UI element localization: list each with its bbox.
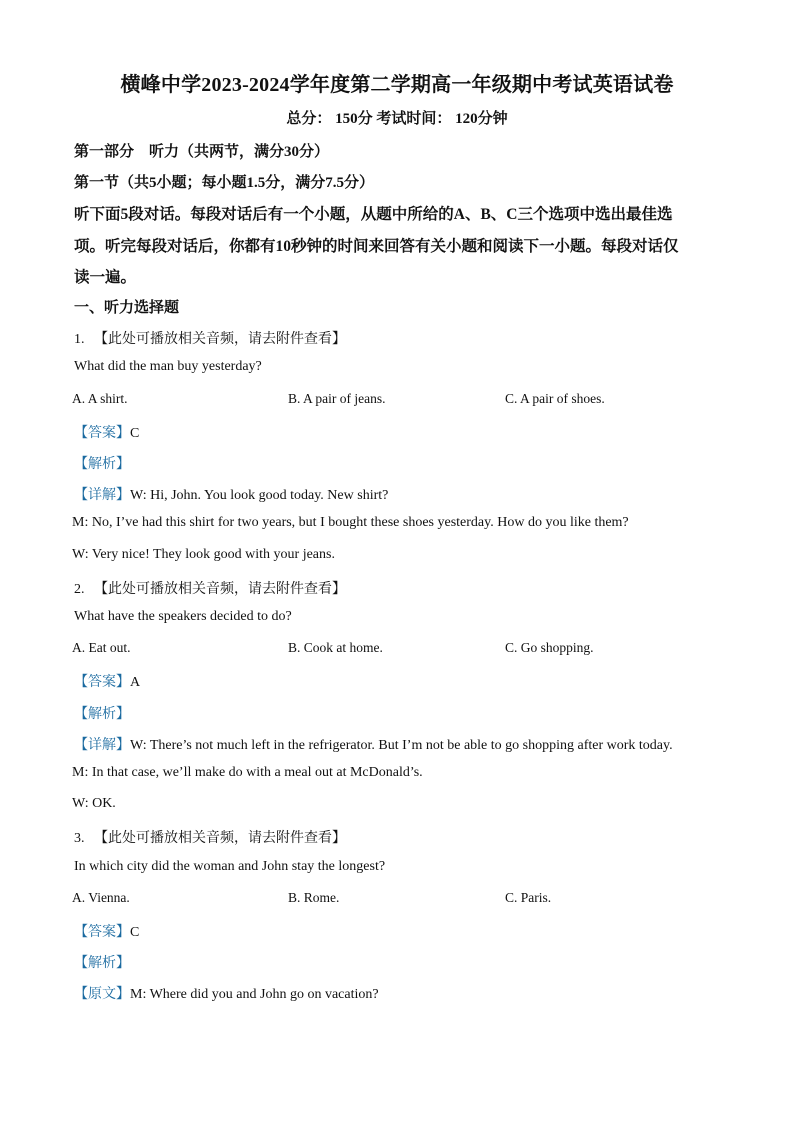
dialogue-line: M: No, I’ve had this shirt for two years, but I bought these shoes yesterday. How do you like them? (72, 515, 629, 530)
question-header (74, 328, 346, 348)
detail-label: 【详解】 (74, 488, 130, 503)
part-heading: 第一部分 听力（共两节，满分30分） (74, 144, 330, 160)
audio-note: 【此处可播放相关音频，请去附件查看】 (94, 332, 346, 347)
option-b: B. A pair of jeans. (288, 391, 386, 406)
question-header (74, 578, 346, 598)
analysis-line (74, 453, 130, 473)
question-number: 1. (74, 332, 85, 347)
analysis-line (74, 952, 130, 972)
analysis-label: 【解析】 (74, 956, 130, 971)
original-line (74, 983, 379, 1003)
option-c: C. Paris. (505, 890, 552, 905)
option-a: A. Eat out. (72, 640, 131, 655)
detail-label: 【详解】 (74, 738, 130, 753)
section-heading: 第一节（共5小题；每小题1.5分，满分7.5分） (74, 175, 375, 191)
dialogue-line: M: Where did you and John go on vacation? (130, 987, 379, 1002)
analysis-label: 【解析】 (74, 457, 130, 472)
original-label: 【原文】 (74, 987, 130, 1002)
dialogue-line: M: In that case, we’ll make do with a meal out at McDonald’s. (72, 765, 423, 780)
answer-label: 【答案】 (74, 925, 130, 940)
dialogue-line: W: Very nice! They look good with your jeans. (72, 547, 335, 562)
answer-line (74, 422, 139, 442)
question-type-heading: 一、听力选择题 (74, 300, 180, 316)
analysis-label: 【解析】 (74, 707, 130, 722)
answer-label: 【答案】 (74, 426, 130, 441)
detail-line (74, 734, 673, 754)
instructions-line-2: 项。听完每段对话后，你都有10秒钟的时间来回答有关小题和阅读下一小题。每段对话仅 (74, 238, 679, 255)
option-b: B. Cook at home. (288, 640, 383, 655)
question-stem: What did the man buy yesterday? (74, 359, 262, 374)
answer-label: 【答案】 (74, 675, 130, 690)
question-header (74, 827, 346, 847)
question-stem: In which city did the woman and John stay the longest? (74, 859, 386, 874)
audio-note: 【此处可播放相关音频，请去附件查看】 (94, 831, 346, 846)
detail-line (74, 484, 388, 504)
option-b: B. Rome. (288, 890, 340, 905)
option-a: A. A shirt. (72, 391, 128, 406)
dialogue-line: W: Hi, John. You look good today. New shirt? (130, 488, 389, 503)
answer-value: C (130, 426, 140, 441)
answer-value: A (130, 675, 141, 690)
option-a: A. Vienna. (72, 890, 130, 905)
question-number: 2. (74, 582, 85, 597)
dialogue-line: W: OK. (72, 796, 116, 811)
question-number: 3. (74, 831, 85, 846)
answer-value: C (130, 925, 140, 940)
page-title: 横峰中学2023-2024学年度第二学期高一年级期中考试英语试卷 (120, 74, 674, 96)
option-c: C. A pair of shoes. (505, 391, 605, 406)
question-stem: What have the speakers decided to do? (74, 609, 292, 624)
audio-note: 【此处可播放相关音频，请去附件查看】 (94, 582, 346, 597)
dialogue-line: W: There’s not much left in the refrigerator. But I’m not be able to go shopping after work today. (130, 738, 673, 753)
answer-line (74, 921, 139, 941)
answer-line (74, 671, 140, 691)
instructions-line-1: 听下面5段对话。每段对话后有一个小题，从题中所给的A、B、C三个选项中选出最佳选 (74, 206, 673, 223)
exam-info: 总分： 150分 考试时间： 120分钟 (286, 111, 508, 127)
option-c: C. Go shopping. (505, 640, 594, 655)
analysis-line (74, 703, 130, 723)
instructions-line-3: 读一遍。 (74, 269, 137, 286)
